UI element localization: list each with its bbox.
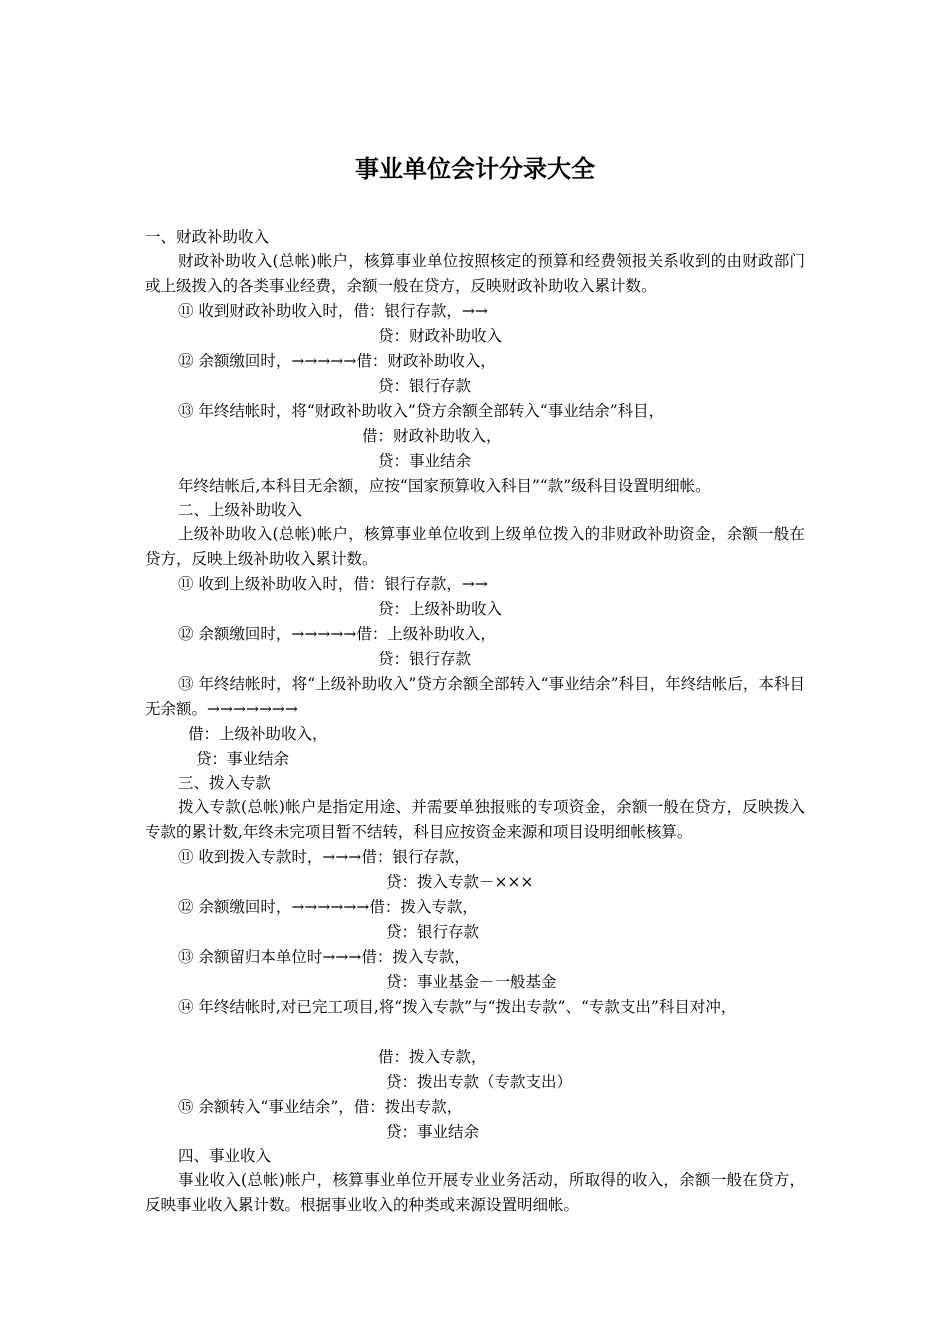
paragraph: 拨入专款(总帐)帐户是指定用途、并需要单独报账的专项资金，余额一般在贷方，反映拨入专款的累计数,年终未完项目暂不结转，科目应按资金来源和项目设明细帐核算。: [145, 798, 805, 841]
paragraph: 财政补助收入(总帐)帐户，核算事业单位按照核定的预算和经费领报关系收到的由财政部门或上级拨入的各类事业经费，余额一般在贷方，反映财政补助收入累计数。: [145, 252, 805, 295]
section-heading: 一、财政补助收入: [145, 228, 270, 246]
entry-line: ⑪ 收到拨入专款时，→→→借：银行存款，: [178, 848, 470, 866]
entry-line: 借：财政补助收入，: [362, 427, 502, 445]
entry-line: 贷：事业结余: [196, 750, 290, 768]
entry-line: 贷：事业基金－一般基金: [386, 973, 557, 991]
entry-line: ⑬ 余额留归本单位时→→→借：拨入专款，: [178, 948, 470, 966]
note-line: 年终结帐后,本科目无余额，应按“国家预算收入科目”“款”级科目设置明细帐。: [178, 477, 711, 495]
entry-line: ⑫ 余额缴回时，→→→→→借：财政补助收入，: [178, 352, 496, 370]
entry-line: ⑬ 年终结帐时，将“上级补助收入”贷方余额全部转入“事业结余”科目，年终结帐后，本科目无余额。→→→→→→→: [145, 675, 805, 718]
section-heading: 二、上级补助收入: [178, 501, 303, 519]
paragraph: 上级补助收入(总帐)帐户，核算事业单位收到上级单位拨入的非财政补助资金，余额一般在贷方，反映上级补助收入累计数。: [145, 525, 805, 568]
entry-line: 贷：拨入专款－×××: [386, 873, 534, 891]
entry-line: 贷：银行存款: [386, 923, 480, 941]
paragraph: 事业收入(总帐)帐户，核算事业单位开展专业业务活动，所取得的收入，余额一般在贷方，反映事业收入累计数。根据事业收入的种类或来源设置明细帐。: [145, 1171, 805, 1214]
entry-line: 贷：财政补助收入: [378, 327, 503, 345]
entry-line: 贷：事业结余: [378, 452, 472, 470]
entry-line: ⑮ 余额转入“事业结余”，借：拨出专款，: [178, 1098, 463, 1116]
entry-line: 贷：银行存款: [378, 650, 472, 668]
entry-line: 贷：上级补助收入: [378, 600, 503, 618]
entry-line: ⑪ 收到上级补助收入时，借：银行存款，→→: [178, 575, 488, 593]
section-heading: 四、事业收入: [178, 1147, 272, 1165]
entry-line: ⑫ 余额缴回时，→→→→→借：上级补助收入，: [178, 625, 496, 643]
entry-line: ⑫ 余额缴回时，→→→→→→借：拨入专款，: [178, 898, 478, 916]
document-title: 事业单位会计分录大全: [355, 155, 595, 183]
entry-line: 贷：银行存款: [378, 377, 472, 395]
entry-line: 借：上级补助收入，: [188, 725, 328, 743]
section-heading: 三、拨入专款: [178, 774, 272, 792]
entry-line: 贷：事业结余: [386, 1123, 480, 1141]
entry-line: ⑭ 年终结帐时,对已完工项目,将“拨入专款”与“拨出专款”、“专款支出”科目对冲，: [178, 998, 737, 1016]
entry-line: ⑪ 收到财政补助收入时，借：银行存款，→→: [178, 302, 488, 320]
entry-line: ⑬ 年终结帐时，将“财政补助收入”贷方余额全部转入“事业结余”科目，: [178, 402, 665, 420]
entry-line: 贷：拨出专款（专款支出）: [386, 1073, 573, 1091]
entry-line: 借：拨入专款，: [378, 1048, 487, 1066]
